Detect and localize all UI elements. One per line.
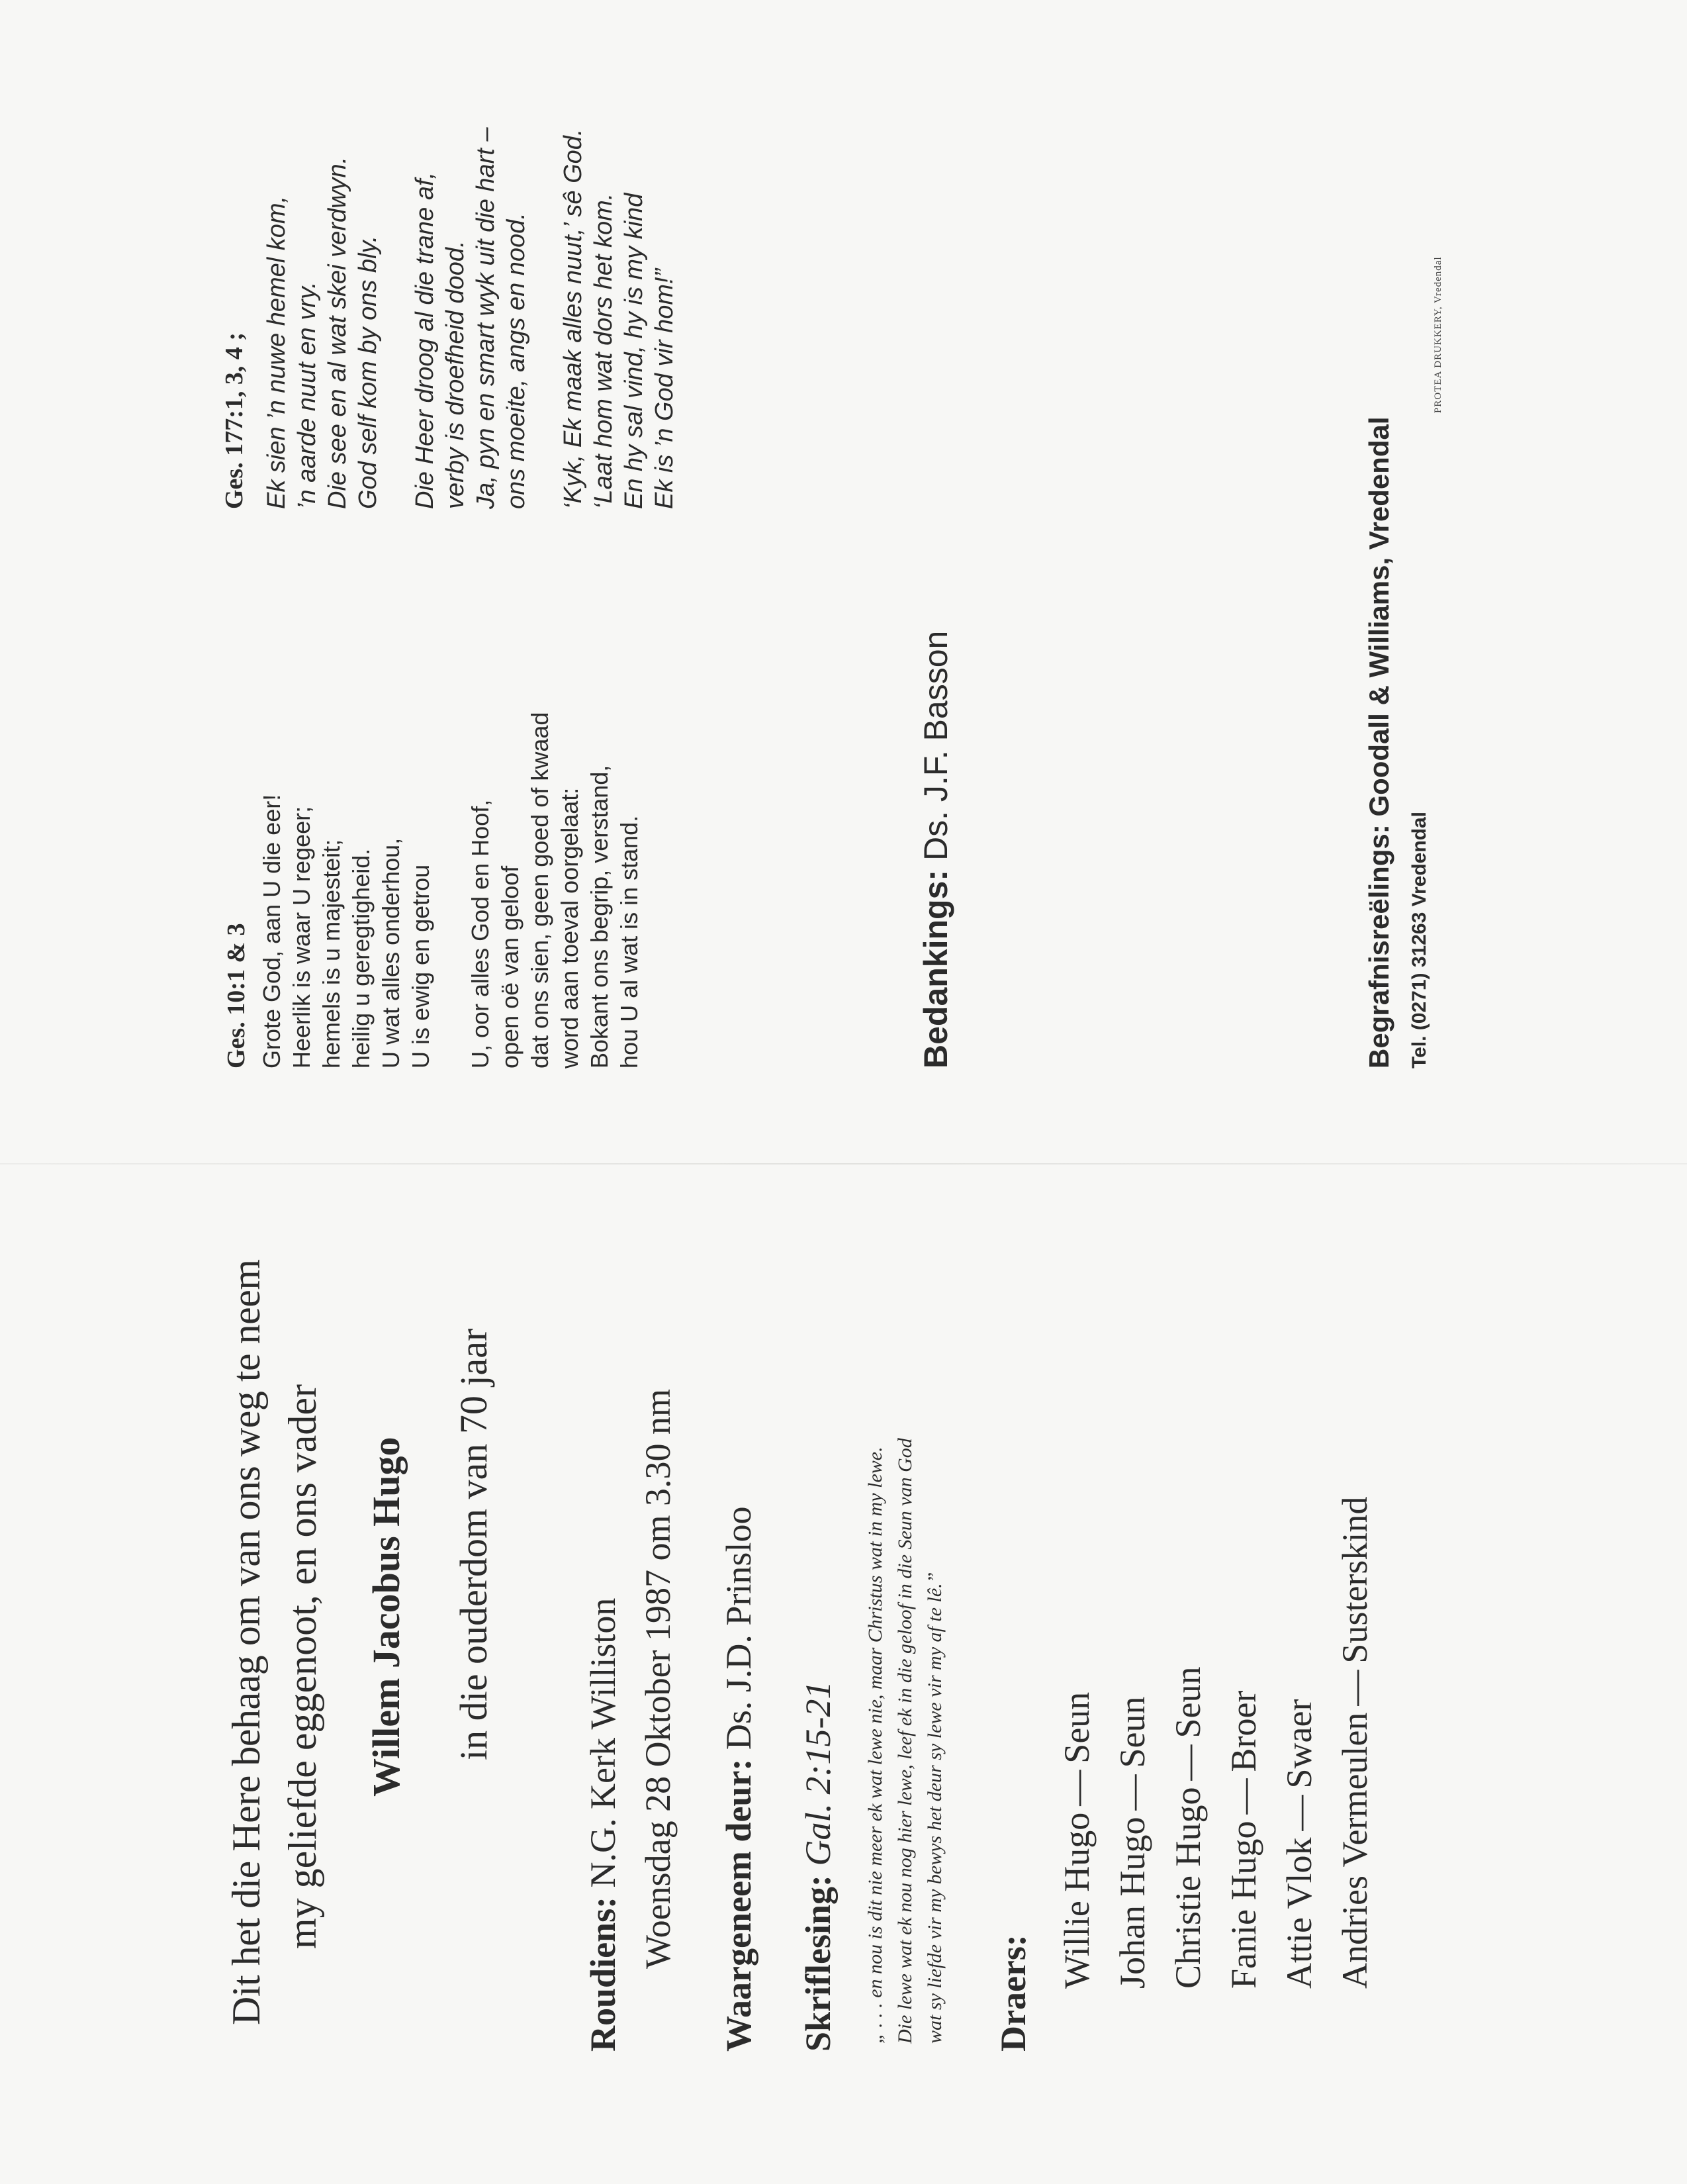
bearer-dash: — bbox=[1168, 1744, 1208, 1781]
bearer-relation: Seun bbox=[1057, 1691, 1097, 1764]
age-line: in die ouderdom van 70 jaar bbox=[452, 1328, 495, 1760]
bearer-name: Fanie Hugo bbox=[1224, 1821, 1263, 1989]
hymn-line: Die Heer droog al die trane af, bbox=[411, 171, 439, 509]
bearer-dash: — bbox=[1224, 1778, 1263, 1815]
waargeneem-value: Ds. J.D. Prinsloo bbox=[719, 1506, 758, 1750]
hymn-line: U is ewig en getrou bbox=[407, 864, 434, 1068]
bearer-row bbox=[1327, 1497, 1383, 1989]
bearer-row bbox=[1271, 1497, 1327, 1989]
bearer-name: Attie Vlok bbox=[1279, 1837, 1319, 1989]
draers-label: Draers: bbox=[993, 1934, 1033, 2052]
hymn-line: hou U al wat is in stand. bbox=[616, 815, 643, 1068]
bearer-dash: — bbox=[1335, 1670, 1375, 1706]
hymn-line: heilig u geregtigheid. bbox=[347, 848, 375, 1068]
hymn-line: Die see en al wat skei verdwyn. bbox=[324, 156, 351, 509]
funeral-arrangements: Begrafnisreëlings: Goodall & Williams, Vredendal bbox=[1363, 416, 1394, 1068]
hymn-2-stanza-3 bbox=[558, 127, 680, 509]
hymn-2-text bbox=[261, 127, 706, 509]
hymn-line: God self kom by ons bly. bbox=[354, 235, 382, 509]
printer-credit: PROTEA DRUKKERY, Vredendal bbox=[1433, 256, 1443, 413]
scripture-quote bbox=[860, 1196, 950, 2044]
hymn-1-stanza-2 bbox=[465, 712, 644, 1068]
bearer-row bbox=[1160, 1497, 1216, 1989]
bearers-list bbox=[1049, 1497, 1383, 1989]
hymn-line: open oë van geloof bbox=[496, 865, 524, 1068]
service-date: Woensdag 28 Oktober 1987 om 3.30 nm bbox=[638, 1388, 678, 1969]
bearer-name: Christie Hugo bbox=[1168, 1787, 1208, 1989]
bearer-relation: Broer bbox=[1224, 1690, 1263, 1772]
hymn-1-text bbox=[257, 712, 674, 1068]
hymn-line: Ja, pyn en smart wyk uit die hart – bbox=[472, 127, 500, 509]
telephone-line: Tel. (0271) 31263 Vredendal bbox=[1408, 812, 1430, 1068]
bedankings-line bbox=[917, 631, 955, 1068]
hymn-2-title: Ges. 177:1, 3, 4 ; bbox=[220, 332, 248, 509]
bearer-row bbox=[1216, 1497, 1271, 1989]
hymn-line: Heerlik is waar U regeer; bbox=[288, 806, 315, 1068]
deceased-name: Willem Jacobus Hugo bbox=[365, 1437, 408, 1797]
intro-line-2: my geliefde eggenoot, en ons vader bbox=[281, 1384, 324, 1949]
waargeneem-line bbox=[718, 1507, 759, 2052]
hymn-line: dat ons sien, geen goed of kwaad bbox=[526, 712, 553, 1068]
bearer-name: Johan Hugo bbox=[1113, 1817, 1152, 1989]
quote-line-2: Die lewe wat ek nou nog hier lewe, leef ek in die geloof in die Seun van God bbox=[894, 1438, 916, 2044]
hymn-1-title: Ges. 10:1 & 3 bbox=[222, 923, 250, 1068]
quote-line-1: „ . . . en nou is dit nie meer ek wat lewe nie, maar Christus wat in my lewe. bbox=[864, 1447, 886, 2044]
hymn-2-stanza-2 bbox=[410, 127, 531, 509]
hymn-line: Bokant ons begrip, verstand, bbox=[586, 765, 613, 1068]
bearer-dash: — bbox=[1113, 1774, 1152, 1811]
bearer-dash: — bbox=[1057, 1770, 1097, 1806]
bearer-relation: Seun bbox=[1113, 1696, 1152, 1768]
hymn-line: word aan toeval oorgelaat: bbox=[556, 787, 583, 1068]
bearer-row bbox=[1105, 1497, 1160, 1989]
bearer-name: Willie Hugo bbox=[1057, 1812, 1097, 1989]
bearer-relation: Swaer bbox=[1279, 1699, 1319, 1789]
hymn-line: ‘Laat hom wat dors het kom. bbox=[590, 193, 617, 509]
hymn-line: En hy sal vind, hy is my kind bbox=[620, 193, 648, 509]
hymn-line: U wat alles onderhou, bbox=[377, 837, 404, 1068]
bedankings-value: Ds. J.F. Basson bbox=[917, 630, 954, 861]
announcement-panel bbox=[0, 1164, 1687, 2184]
hymn-line: U, oor alles God en Hoof, bbox=[467, 799, 494, 1068]
hymn-line: Ek is ’n God vir hom!” bbox=[651, 268, 678, 509]
roudiens-label: Roudiens: bbox=[583, 1896, 623, 2052]
bearer-relation: Seun bbox=[1168, 1666, 1208, 1738]
hymn-1-stanza-1 bbox=[257, 712, 435, 1068]
hymn-line: ’n aarde nuut en vry. bbox=[293, 281, 321, 509]
hymn-line: ‘Kyk, Ek maak alles nuut,’ sê God. bbox=[559, 128, 587, 509]
skriflesing-label: Skriflesing: bbox=[798, 1874, 838, 2052]
skriflesing-value: Gal. 2:15-21 bbox=[798, 1681, 838, 1866]
roudiens-line bbox=[582, 1598, 623, 2052]
hymn-line: verby is droefheid dood. bbox=[441, 240, 469, 509]
roudiens-value: N.G. Kerk Williston bbox=[583, 1597, 623, 1888]
hymn-2-stanza-1 bbox=[261, 127, 383, 509]
hymn-line: Ek sien ’n nuwe hemel kom, bbox=[263, 195, 291, 509]
hymn-line: ons moeite, angs en nood. bbox=[502, 213, 530, 509]
bearer-dash: — bbox=[1279, 1795, 1319, 1831]
bearer-name: Andries Vermeulen bbox=[1335, 1712, 1375, 1989]
hymn-line: Grote God, aan U die eer! bbox=[258, 794, 285, 1068]
intro-line-1: Dit het die Here behaag om van ons weg te neem bbox=[224, 1259, 268, 2025]
quote-line-3: wat sy liefde vir my bewys het deur sy lewe vir my af te lê.” bbox=[924, 1572, 946, 2044]
waargeneem-label: Waargeneem deur: bbox=[719, 1758, 758, 2052]
bearer-row bbox=[1049, 1497, 1105, 1989]
hymn-line: hemels is u majesteit; bbox=[318, 839, 345, 1068]
skriflesing-line bbox=[798, 1682, 839, 2052]
bearer-relation: Susterskind bbox=[1335, 1496, 1375, 1664]
bedankings-label: Bedankings: bbox=[917, 869, 954, 1068]
